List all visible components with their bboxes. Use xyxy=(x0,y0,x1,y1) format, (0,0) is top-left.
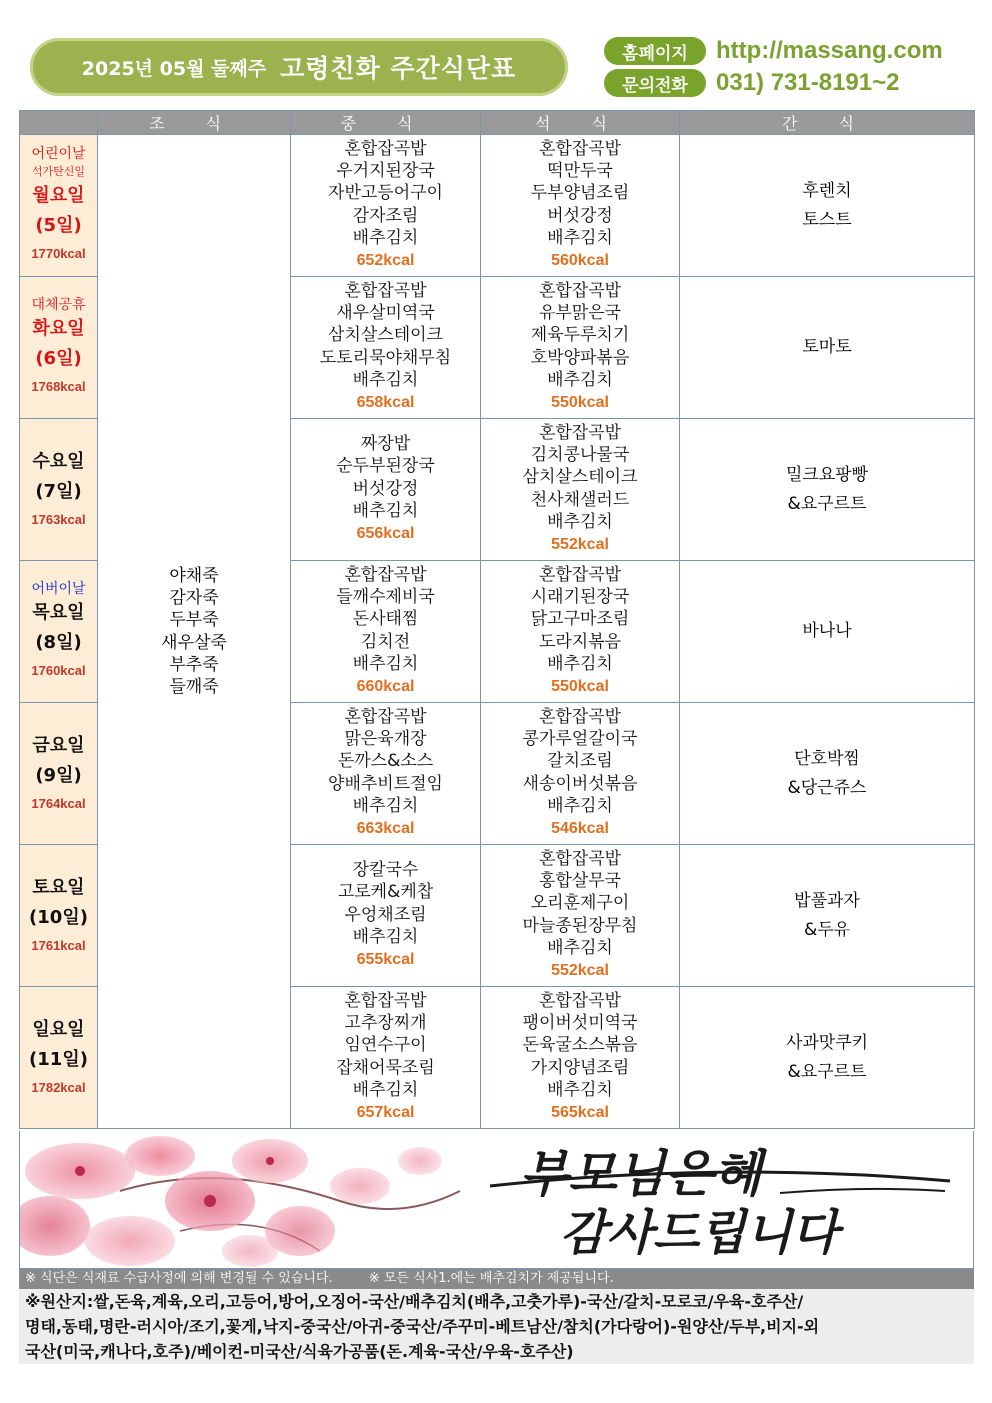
lunch-cell xyxy=(291,845,481,987)
lunch-kcal: 658kcal xyxy=(356,394,415,412)
header-day xyxy=(20,111,98,135)
lunch-cell xyxy=(291,703,481,845)
day-name: 토요일 xyxy=(32,876,85,898)
dinner-item: 혼합잡곡밥 xyxy=(538,138,622,159)
dinner-cell xyxy=(481,135,680,277)
lunch-item: 혼합잡곡밥 xyxy=(344,138,427,159)
header-dinner: 석 식 xyxy=(481,111,680,135)
dinner-kcal: 552kcal xyxy=(551,962,609,980)
dinner-cell xyxy=(481,703,680,845)
day-cell xyxy=(20,703,98,845)
origin-line-1: ※원산지:쌀,돈육,계육,오리,고등어,방어,오징어-국산/배추김치(배추,고춧가루)-국산/갈치-모로코/우육-호주산/ xyxy=(25,1292,804,1311)
dinner-item: 배추김치 xyxy=(547,511,613,532)
dinner-item: 유부맑은국 xyxy=(538,303,622,324)
dinner-item: 혼합잡곡밥 xyxy=(538,990,622,1011)
header-lunch: 중 식 xyxy=(291,111,481,135)
day-total-kcal: 1770kcal xyxy=(31,245,86,261)
snack-item: 토스트 xyxy=(802,209,852,230)
lunch-item: 김치전 xyxy=(360,631,411,652)
dinner-cell xyxy=(481,845,680,987)
dinner-cell xyxy=(481,419,680,561)
lunch-item: 배추김치 xyxy=(352,227,419,248)
lunch-kcal: 657kcal xyxy=(356,1104,415,1122)
dinner-item: 김치콩나물국 xyxy=(530,445,630,466)
dinner-item: 콩가루얼갈이국 xyxy=(522,729,638,750)
snack-item: &요구르트 xyxy=(787,493,867,514)
day-cell xyxy=(20,277,98,419)
lunch-item: 새우살미역국 xyxy=(336,303,435,324)
table-header xyxy=(20,111,975,135)
dinner-item: 혼합잡곡밥 xyxy=(538,422,622,443)
homepage-row xyxy=(604,36,943,66)
day-name: 금요일 xyxy=(32,734,85,756)
day-note: 어린이날 xyxy=(31,145,86,162)
dinner-kcal: 565kcal xyxy=(551,1104,609,1122)
snack-item: 토마토 xyxy=(802,337,852,357)
origin-line-3: 국산(미국,캐나다,호주)/베이컨-미국산/식육가공품(돈.계육-국산/우육-호주산) xyxy=(25,1342,574,1361)
lunch-cell xyxy=(291,561,481,703)
snack-item: 후렌치 xyxy=(802,180,852,201)
day-date: (8일) xyxy=(35,631,82,653)
day-name: 수요일 xyxy=(32,450,85,472)
flower-calligraphy-image xyxy=(20,1131,974,1269)
dinner-item: 갈치조림 xyxy=(547,751,613,772)
breakfast-cell xyxy=(98,135,291,1129)
snack-cell xyxy=(680,987,975,1129)
lunch-cell xyxy=(291,135,481,277)
lunch-item: 도토리묵야채무침 xyxy=(319,347,452,368)
dinner-item: 혼합잡곡밥 xyxy=(538,564,622,585)
day-cell xyxy=(20,419,98,561)
dinner-item: 떡만두국 xyxy=(547,161,613,182)
dinner-item: 시래기된장국 xyxy=(530,587,630,608)
dinner-item: 호박양파볶음 xyxy=(530,347,630,368)
dinner-item: 배추김치 xyxy=(547,1079,613,1100)
breakfast-item: 새우살죽 xyxy=(161,632,227,653)
lunch-item: 배추김치 xyxy=(352,500,419,521)
lunch-kcal: 655kcal xyxy=(356,951,415,969)
dinner-kcal: 550kcal xyxy=(551,678,609,696)
dinner-item: 두부양념조림 xyxy=(530,183,630,204)
lunch-item: 배추김치 xyxy=(352,653,419,674)
dinner-item: 배추김치 xyxy=(547,227,613,248)
svg-text:감사드립니다: 감사드립니다 xyxy=(560,1205,839,1261)
snack-item: &두유 xyxy=(803,919,851,940)
lunch-item: 배추김치 xyxy=(352,795,419,816)
day-date: (7일) xyxy=(35,480,82,502)
snack-cell xyxy=(680,703,975,845)
dinner-item: 혼합잡곡밥 xyxy=(538,848,622,869)
snack-item: &요구르트 xyxy=(787,1061,867,1082)
header-snack: 간 식 xyxy=(680,111,975,135)
dinner-item: 혼합잡곡밥 xyxy=(538,706,622,727)
dinner-item: 제육두루치기 xyxy=(530,325,630,346)
dinner-item: 배추김치 xyxy=(547,369,613,390)
lunch-item: 배추김치 xyxy=(352,1079,419,1100)
lunch-item: 고로케&케찹 xyxy=(337,882,434,903)
dinner-item: 배추김치 xyxy=(547,795,613,816)
lunch-item: 자반고등어구이 xyxy=(328,183,443,204)
dinner-cell xyxy=(481,987,680,1129)
day-note: 어버이날 xyxy=(31,580,86,597)
dinner-item: 마늘종된장무침 xyxy=(522,915,638,936)
footer xyxy=(19,1269,974,1364)
lunch-item: 순두부된장국 xyxy=(336,456,435,477)
dinner-kcal: 550kcal xyxy=(551,394,609,412)
dinner-item: 돈육굴소스볶음 xyxy=(522,1035,638,1056)
snack-cell xyxy=(680,419,975,561)
title-main: 고령친화 주간식단표 xyxy=(280,54,517,83)
day-name: 일요일 xyxy=(32,1018,85,1040)
gratitude-banner xyxy=(19,1131,974,1269)
snack-cell xyxy=(680,135,975,277)
snack-item: 밥풀과자 xyxy=(794,890,860,911)
lunch-item: 우거지된장국 xyxy=(336,161,435,182)
dinner-item: 삼치살스테이크 xyxy=(522,467,638,488)
breakfast-item: 들깨죽 xyxy=(169,677,219,698)
lunch-item: 들깨수제비국 xyxy=(336,587,435,608)
phone-row xyxy=(604,68,900,98)
lunch-item: 짜장밥 xyxy=(360,433,411,454)
dinner-item: 홍합살무국 xyxy=(538,871,622,892)
snack-item: 바나나 xyxy=(802,621,852,641)
lunch-item: 배추김치 xyxy=(352,369,419,390)
day-total-kcal: 1782kcal xyxy=(31,1079,86,1095)
day-total-kcal: 1768kcal xyxy=(31,378,86,394)
day-date: (11일) xyxy=(29,1048,88,1070)
day-date: (6일) xyxy=(35,347,82,369)
lunch-item: 돈사태찜 xyxy=(352,609,419,630)
breakfast-item: 부추죽 xyxy=(169,654,219,675)
day-date: (9일) xyxy=(35,764,82,786)
homepage-link[interactable]: http://massang.com xyxy=(716,37,943,64)
breakfast-item: 두부죽 xyxy=(169,610,219,631)
lunch-item: 임연수구이 xyxy=(344,1035,427,1056)
lunch-item: 잡채어묵조림 xyxy=(336,1057,435,1078)
dinner-item: 가지양념조림 xyxy=(530,1057,630,1078)
day-cell xyxy=(20,987,98,1129)
day-total-kcal: 1760kcal xyxy=(31,662,86,678)
dinner-item: 팽이버섯미역국 xyxy=(522,1013,638,1034)
dinner-item: 버섯강정 xyxy=(547,205,613,226)
day-cell xyxy=(20,135,98,277)
lunch-item: 우엉채조림 xyxy=(344,904,427,925)
header-breakfast: 조 식 xyxy=(98,111,291,135)
lunch-kcal: 652kcal xyxy=(356,252,415,270)
notice-kimchi: ※ 모든 식사1.에는 배추김치가 제공됩니다. xyxy=(368,1271,614,1286)
lunch-item: 혼합잡곡밥 xyxy=(344,706,427,727)
lunch-item: 고추장찌개 xyxy=(344,1013,427,1034)
notice-line xyxy=(19,1269,974,1289)
lunch-cell xyxy=(291,277,481,419)
day-total-kcal: 1761kcal xyxy=(31,937,86,953)
lunch-cell xyxy=(291,419,481,561)
dinner-item: 닭고구마조림 xyxy=(530,609,630,630)
snack-item: 단호박찜 xyxy=(794,748,860,769)
day-date: (5일) xyxy=(35,214,82,236)
lunch-kcal: 663kcal xyxy=(356,820,415,838)
dinner-item: 오리훈제구이 xyxy=(530,893,630,914)
dinner-item: 배추김치 xyxy=(547,653,613,674)
day-cell xyxy=(20,845,98,987)
dinner-kcal: 552kcal xyxy=(551,536,609,554)
lunch-item: 양배추비트절임 xyxy=(328,773,443,794)
notice-change: ※ 식단은 식재료 수급사정에 의해 변경될 수 있습니다. xyxy=(25,1271,333,1286)
lunch-item: 배추김치 xyxy=(352,926,419,947)
dinner-item: 혼합잡곡밥 xyxy=(538,280,622,301)
day-note: 석가탄신일 xyxy=(31,164,86,178)
lunch-item: 버섯강정 xyxy=(352,478,419,499)
dinner-item: 천사채샐러드 xyxy=(530,489,630,510)
phone-label: 문의전화 xyxy=(604,69,706,97)
day-date: (10일) xyxy=(29,906,88,928)
dinner-kcal: 546kcal xyxy=(551,820,609,838)
weekly-menu-table xyxy=(19,110,975,1129)
snack-cell xyxy=(680,277,975,419)
origin-line-2: 명태,동태,명란-러시아/조기,꽃게,낙지-중국산/아귀-중국산/주꾸미-베트남산/참치(가다랑어)-원양산/두부,비지-외 xyxy=(25,1317,820,1336)
dinner-cell xyxy=(481,277,680,419)
day-cell xyxy=(20,561,98,703)
menu-title xyxy=(30,38,568,96)
snack-cell xyxy=(680,561,975,703)
dinner-kcal: 560kcal xyxy=(551,252,609,270)
lunch-kcal: 660kcal xyxy=(356,678,415,696)
day-note: 대체공휴 xyxy=(31,296,86,313)
dinner-item: 새송이버섯볶음 xyxy=(522,773,638,794)
lunch-item: 삼치살스테이크 xyxy=(328,325,443,346)
snack-item: 밀크요팡빵 xyxy=(785,464,869,485)
homepage-label: 홈페이지 xyxy=(604,37,706,65)
svg-text:부모님은혜: 부모님은혜 xyxy=(520,1144,762,1203)
day-name: 화요일 xyxy=(32,317,85,339)
breakfast-item: 감자죽 xyxy=(169,587,219,608)
origin-info xyxy=(19,1289,974,1364)
lunch-item: 감자조림 xyxy=(352,205,419,226)
snack-cell xyxy=(680,845,975,987)
lunch-item: 장칼국수 xyxy=(352,859,419,880)
day-total-kcal: 1764kcal xyxy=(31,795,86,811)
phone-number: 031) 731-8191~2 xyxy=(716,69,900,96)
day-name: 목요일 xyxy=(32,601,85,623)
breakfast-item: 야채죽 xyxy=(169,565,219,586)
lunch-item: 혼합잡곡밥 xyxy=(344,564,427,585)
day-name: 월요일 xyxy=(32,184,85,206)
dinner-item: 도라지볶음 xyxy=(538,631,622,652)
snack-item: 사과맛쿠키 xyxy=(785,1032,869,1053)
lunch-item: 혼합잡곡밥 xyxy=(344,280,427,301)
title-week: 2025년 05월 둘째주 xyxy=(81,57,267,80)
dinner-cell xyxy=(481,561,680,703)
lunch-item: 맑은육개장 xyxy=(344,729,427,750)
day-row xyxy=(20,135,975,277)
lunch-cell xyxy=(291,987,481,1129)
dinner-item: 배추김치 xyxy=(547,937,613,958)
lunch-item: 돈까스&소스 xyxy=(337,751,434,772)
snack-item: &당근쥬스 xyxy=(787,777,867,798)
lunch-item: 혼합잡곡밥 xyxy=(344,990,427,1011)
lunch-kcal: 656kcal xyxy=(356,525,415,543)
day-total-kcal: 1763kcal xyxy=(31,511,86,527)
